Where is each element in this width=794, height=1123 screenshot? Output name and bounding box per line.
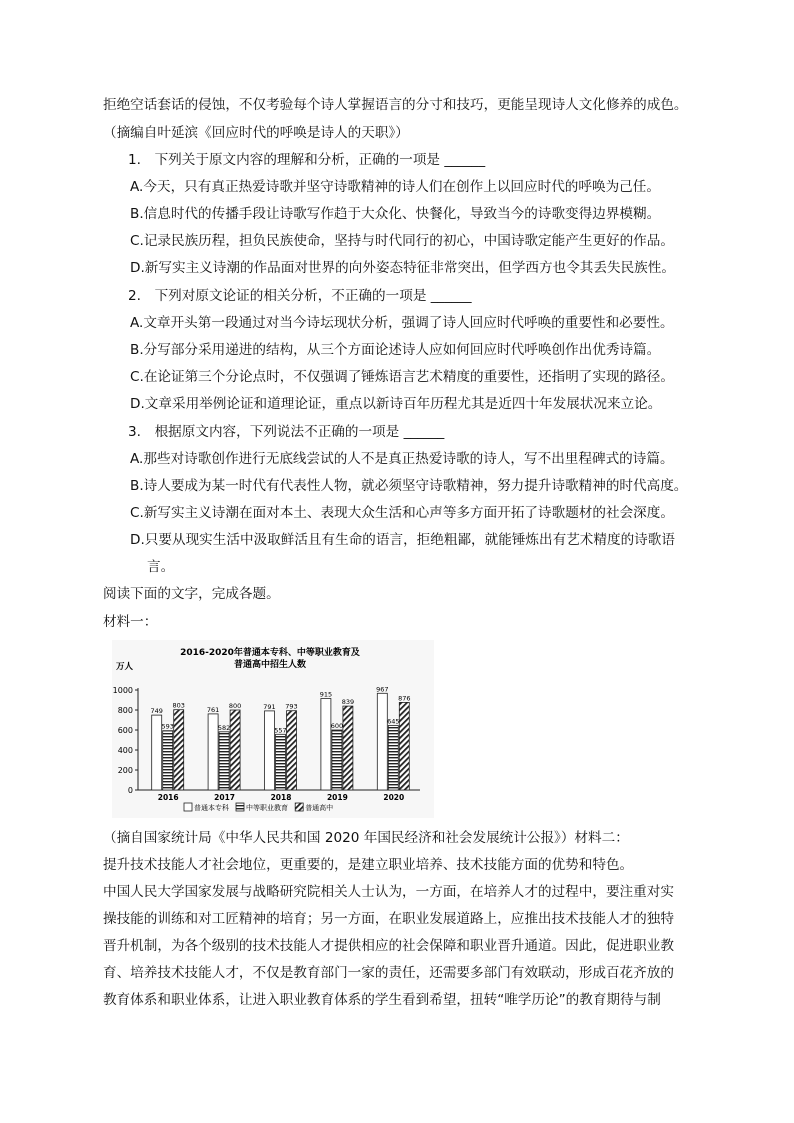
- passage-tail: 拒绝空话套话的侵蚀，不仅考验每个诗人掌握语言的分寸和技巧，更能呈现诗人文化修养的成色。: [103, 97, 688, 113]
- chart-bar-vocational: [388, 726, 398, 791]
- chart-data-label: 791: [263, 702, 276, 711]
- chart-bar-undergrad: [321, 699, 331, 791]
- chart-legend-swatch: [236, 803, 244, 811]
- chart-legend-label: 普通本专科: [194, 804, 229, 812]
- chart-bar-vocational: [163, 731, 173, 790]
- chart-bar-highschool: [343, 706, 353, 790]
- chart-data-label: 645: [387, 717, 400, 726]
- chart-data-label: 761: [206, 705, 220, 714]
- question-1-stem: 1. 下列关于原文内容的理解和分析，正确的一项是 ______: [128, 152, 486, 168]
- chart-legend-swatch: [295, 803, 303, 811]
- material-2-line-3: 操技能的训练和对工匠精神的培育；另一方面，在职业发展道路上，应推出技术技能人才的独特: [103, 911, 674, 927]
- chart-data-label: 749: [150, 707, 163, 716]
- question-3-stem: 3. 根据原文内容，下列说法不正确的一项是 ______: [128, 424, 445, 440]
- chart-bar-undergrad: [208, 714, 218, 790]
- chart-x-tick-label: 2017: [214, 793, 236, 802]
- chart-data-label: 967: [376, 685, 389, 694]
- question-1-option-d: D.新写实主义诗潮的作品面对世界的向外姿态特征非常突出，但学西方也令其丢失民族性。: [130, 260, 675, 276]
- question-3-option-b: B.诗人要成为某一时代有代表性人物，就必须坚守诗歌精神，努力提升诗歌精神的时代高度。: [130, 478, 688, 494]
- chart-bar-highschool: [230, 710, 240, 790]
- chart-data-label: 557: [274, 726, 287, 735]
- chart-x-tick-label: 2016: [157, 793, 179, 802]
- chart-bar-highschool: [287, 711, 297, 790]
- chart-svg: [112, 640, 434, 818]
- chart-data-label: 876: [398, 694, 411, 703]
- chart-y-tick-label: 0: [127, 786, 133, 795]
- chart-bar-vocational: [332, 730, 342, 790]
- question-2-option-d: D.文章采用举例论证和道理论证，重点以新诗百年历程尤其是近四十年发展状况来立论。: [130, 396, 662, 412]
- chart-data-label: 593: [161, 722, 174, 731]
- chart-title-line-1: 2016-2020年普通本专科、中等职业教育及: [180, 648, 360, 658]
- chart-y-tick-label: 400: [117, 746, 133, 755]
- enrollment-bar-chart: [112, 640, 434, 818]
- chart-data-label: 793: [285, 702, 298, 711]
- question-1-option-a: A.今天，只有真正热爱诗歌并坚守诗歌精神的诗人们在创作上以回应时代的呼唤为己任。: [130, 179, 660, 195]
- chart-legend-label: 中等职业教育: [246, 804, 288, 812]
- chart-data-label: 915: [319, 690, 333, 699]
- question-2-option-b: B.分写部分采用递进的结构，从三个方面论述诗人应如何回应时代呼唤创作出优秀诗篇。: [130, 342, 661, 358]
- chart-bar-vocational: [276, 734, 286, 790]
- chart-y-tick-label: 1000: [112, 686, 133, 695]
- instruction: 阅读下面的文字，完成各题。: [103, 586, 280, 602]
- chart-data-label: 582: [217, 723, 231, 732]
- chart-bar-vocational: [219, 732, 229, 790]
- chart-y-tick-label: 800: [117, 706, 133, 715]
- chart-data-label: 839: [341, 698, 355, 707]
- question-2-option-c: C.在论证第三个分论点时，不仅强调了锤炼语言艺术精度的重要性，还指明了实现的路径。: [130, 369, 674, 385]
- material-2-line-5: 育、培养技术技能人才，不仅是教育部门一家的责任，还需要多部门有效联动，形成百花齐放的: [103, 965, 674, 981]
- chart-bar-undergrad: [265, 711, 275, 790]
- chart-bar-highschool: [399, 702, 409, 790]
- material-2-line-4: 晋升机制，为各个级别的技术技能人才提供相应的社会保障和职业晋升通道。因此，促进职业教: [103, 938, 674, 954]
- material-2-line-6: 教育体系和职业体系，让进入职业教育体系的学生看到希望，扭转“唯学历论”的教育期待与制: [103, 992, 661, 1008]
- chart-bar-highschool: [174, 710, 184, 790]
- source-and-material-2-label: （摘自国家统计局《中华人民共和国 2020 年国民经济和社会发展统计公报》）材料二：: [103, 830, 629, 846]
- chart-data-label: 803: [172, 701, 185, 710]
- question-3-option-d-continuation: 言。: [147, 559, 175, 575]
- chart-title-line-2: 普通高中招生人数: [233, 660, 307, 670]
- question-3-option-d: D.只要从现实生活中汲取鲜活且有生命的语言，拒绝粗鄙，就能锤炼出有艺术精度的诗歌语: [130, 532, 675, 548]
- source-citation-1: （摘编自叶延滨《回应时代的呼唤是诗人的天职》）: [103, 125, 409, 141]
- chart-y-tick-label: 600: [117, 726, 133, 735]
- question-3-option-a: A.那些对诗歌创作进行无底线尝试的人不是真正热爱诗歌的诗人，写不出里程碑式的诗篇。: [130, 451, 674, 467]
- question-1-option-c: C.记录民族历程，担负民族使命，坚持与时代同行的初心，中国诗歌定能产生更好的作品。: [130, 233, 674, 249]
- chart-x-tick-label: 2019: [326, 793, 348, 802]
- material-2-line-1: 提升技术技能人才社会地位，更重要的，是建立职业培养、技术技能方面的优势和特色。: [103, 857, 634, 873]
- question-1-option-b: B.信息时代的传播手段让诗歌写作趋于大众化、快餐化，导致当今的诗歌变得边界模糊。: [130, 206, 661, 222]
- chart-data-label: 800: [228, 702, 242, 710]
- chart-x-tick-label: 2018: [270, 793, 292, 802]
- chart-bar-undergrad: [152, 715, 162, 790]
- chart-x-tick-label: 2020: [383, 793, 405, 802]
- chart-y-tick-label: 200: [117, 766, 133, 775]
- material-1-label: 材料一：: [103, 614, 158, 630]
- chart-legend-swatch: [184, 803, 192, 811]
- chart-bar-undergrad: [377, 693, 387, 790]
- chart-y-axis-label: 万人: [116, 662, 134, 672]
- chart-legend-label: 普通高中: [305, 804, 334, 812]
- question-2-stem: 2. 下列对原文论证的相关分析，不正确的一项是 ______: [128, 288, 472, 304]
- question-3-option-c: C.新写实主义诗潮在面对本土、表现大众生活和心声等多方面开拓了诗歌题材的社会深度。: [130, 505, 674, 521]
- chart-data-label: 600: [330, 722, 344, 730]
- question-2-option-a: A.文章开头第一段通过对当今诗坛现状分析，强调了诗人回应时代呼唤的重要性和必要性。: [130, 315, 674, 331]
- material-2-line-2: 中国人民大学国家发展与战略研究院相关人士认为，一方面，在培养人才的过程中，要注重对实: [103, 884, 674, 900]
